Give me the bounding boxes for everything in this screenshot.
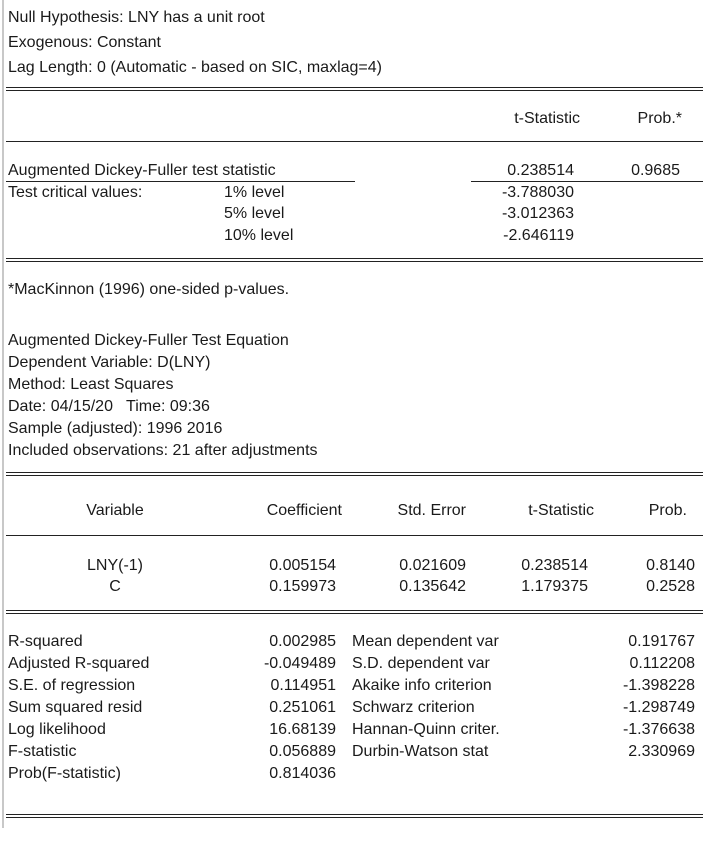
stat-value: 0.112208 (629, 655, 695, 672)
coef-header-t-statistic: t-Statistic (528, 502, 594, 519)
coef-t-statistic: 1.179375 (521, 578, 588, 595)
null-hypothesis-text: Null Hypothesis: LNY has a unit root (8, 9, 265, 26)
stat-label: Schwarz criterion (352, 699, 475, 716)
equation-title: Augmented Dickey-Fuller Test Equation (8, 332, 289, 349)
adf-t-statistic-value: 0.238514 (507, 162, 574, 179)
stat-label: Hannan-Quinn criter. (352, 721, 500, 738)
adf-row-underline (471, 181, 703, 182)
dependent-variable-text: Dependent Variable: D(LNY) (8, 354, 211, 371)
double-rule (6, 258, 703, 262)
coef-t-statistic: 0.238514 (521, 557, 588, 574)
critical-level-5pct: 5% level (224, 205, 285, 222)
col-header-t-statistic: t-Statistic (514, 110, 580, 127)
output-frame-border (2, 0, 4, 828)
coef-header-variable: Variable (86, 502, 144, 519)
adf-row-underline (6, 181, 355, 182)
adf-prob-value: 0.9685 (631, 162, 680, 179)
coef-header-prob: Prob. (648, 502, 687, 519)
stat-value: 0.251061 (269, 699, 336, 716)
stat-value: 0.056889 (269, 743, 336, 760)
stat-value: 0.191767 (628, 633, 695, 650)
coef-std-error: 0.135642 (399, 578, 466, 595)
double-rule (6, 472, 703, 476)
lag-length-text: Lag Length: 0 (Automatic - based on SIC, maxlag=4) (8, 59, 382, 76)
stat-label: Adjusted R-squared (8, 655, 150, 672)
stat-value: 0.814036 (269, 765, 336, 782)
stat-label: Log likelihood (8, 721, 106, 738)
stat-value: -1.398228 (622, 677, 695, 694)
stat-label: Durbin-Watson stat (352, 743, 489, 760)
stat-label: R-squared (8, 633, 83, 650)
critical-values-label: Test critical values: (8, 184, 143, 201)
header-rule (6, 141, 703, 142)
observations-text: Included observations: 21 after adjustments (8, 442, 318, 459)
coef-header-coefficient: Coefficient (266, 502, 342, 519)
double-rule (6, 610, 703, 614)
critical-level-1pct: 1% level (224, 184, 285, 201)
critical-level-10pct: 10% level (224, 227, 294, 244)
stat-label: Sum squared resid (8, 699, 143, 716)
coef-header-std-error: Std. Error (397, 502, 466, 519)
critical-value-1pct: -3.788030 (501, 184, 574, 201)
coef-coefficient: 0.005154 (269, 557, 336, 574)
stat-label: Akaike info criterion (352, 677, 492, 694)
mackinnon-footnote: *MacKinnon (1996) one-sided p-values. (8, 281, 290, 298)
stat-label: S.E. of regression (8, 677, 136, 694)
date-time-text: Date: 04/15/20 Time: 09:36 (8, 398, 210, 415)
adf-statistic-label: Augmented Dickey-Fuller test statistic (8, 162, 276, 179)
stat-value: 0.002985 (269, 633, 336, 650)
stat-value: 2.330969 (628, 743, 695, 760)
stat-value: -1.376638 (622, 721, 695, 738)
stat-value: -0.049489 (263, 655, 336, 672)
critical-value-5pct: -3.012363 (501, 205, 574, 222)
stat-value: -1.298749 (622, 699, 695, 716)
coef-coefficient: 0.159973 (269, 578, 336, 595)
method-text: Method: Least Squares (8, 376, 174, 393)
sample-text: Sample (adjusted): 1996 2016 (8, 420, 223, 437)
coef-variable: C (109, 578, 121, 595)
header-rule (6, 535, 703, 536)
stat-value: 16.68139 (269, 721, 336, 738)
stat-label: Mean dependent var (352, 633, 499, 650)
stat-label: Prob(F-statistic) (8, 765, 121, 782)
stat-value: 0.114951 (270, 677, 336, 694)
col-header-prob: Prob.* (637, 110, 682, 127)
coef-prob: 0.8140 (646, 557, 695, 574)
coef-variable: LNY(-1) (86, 557, 143, 574)
double-rule (6, 87, 703, 91)
coef-std-error: 0.021609 (399, 557, 466, 574)
coef-prob: 0.2528 (646, 578, 695, 595)
exogenous-text: Exogenous: Constant (8, 34, 161, 51)
stat-label: F-statistic (8, 743, 77, 760)
stat-label: S.D. dependent var (352, 655, 490, 672)
critical-value-10pct: -2.646119 (503, 227, 574, 244)
double-rule (6, 814, 703, 818)
